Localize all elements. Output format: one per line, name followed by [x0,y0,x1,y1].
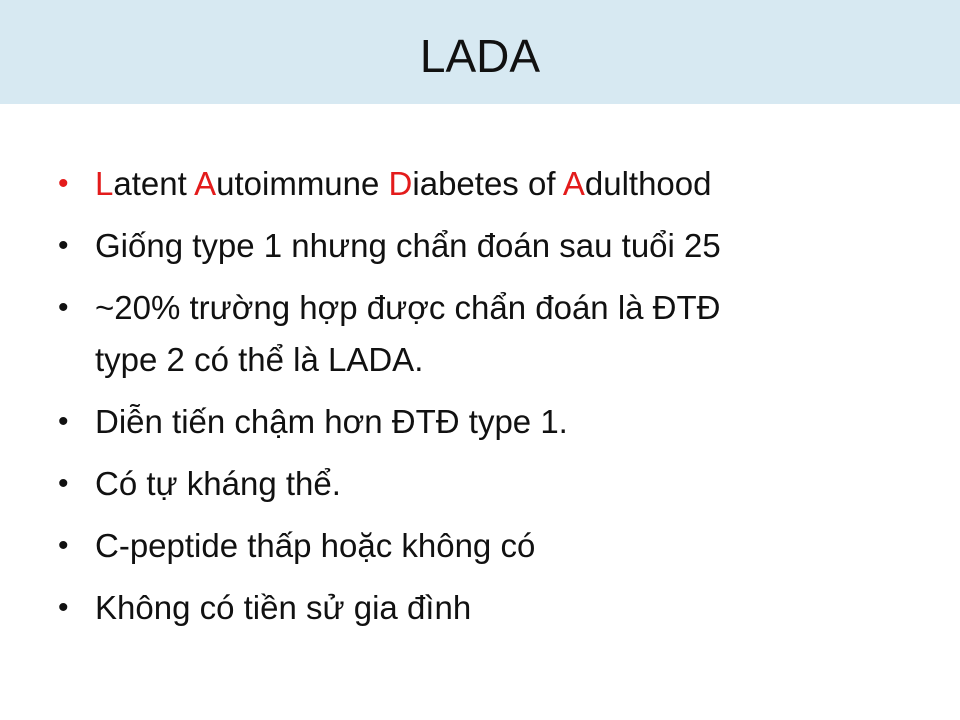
bullet-text: C-peptide thấp hoặc không có [95,527,536,564]
acronym-letter-l: L [95,165,114,202]
acronym-word-adulthood: dulthood [584,165,712,202]
slide-title: LADA [419,30,541,82]
acronym-text [95,165,711,202]
bullet-text: Có tự kháng thể. [95,465,341,502]
bullet-item-progression [56,396,916,448]
acronym-letter-a: A [194,165,217,202]
bullet-icon: • [58,467,69,500]
acronym-word-latent: atent [113,165,195,202]
acronym-letter-d: D [388,165,413,202]
bullet-item-acronym [56,158,916,210]
bullet-list [56,158,916,644]
bullet-item-family-history [56,582,916,634]
bullet-text-line-1: ~20% trường hợp được chẩn đoán là ĐTĐ [95,289,721,326]
bullet-item-twenty-percent [56,282,916,386]
bullet-icon: • [58,291,69,324]
bullet-text: Không có tiền sử gia đình [95,589,472,626]
bullet-text: Giống type 1 nhưng chẩn đoán sau tuổi 25 [95,227,721,264]
bullet-icon: • [58,591,69,624]
bullet-icon: • [58,167,69,200]
acronym-word-diabetes: iabetes of [412,165,563,202]
bullet-text-line-2: type 2 có thể là LADA. [95,341,424,378]
bullet-text: Diễn tiến chậm hơn ĐTĐ type 1. [95,403,568,440]
bullet-item-autoantibodies [56,458,916,510]
bullet-icon: • [58,405,69,438]
acronym-letter-a2: A [562,165,585,202]
bullet-icon: • [58,529,69,562]
acronym-word-autoimmune: utoimmune [216,165,389,202]
bullet-item-type1-onset [56,220,916,272]
bullet-item-c-peptide [56,520,916,572]
bullet-icon: • [58,229,69,262]
